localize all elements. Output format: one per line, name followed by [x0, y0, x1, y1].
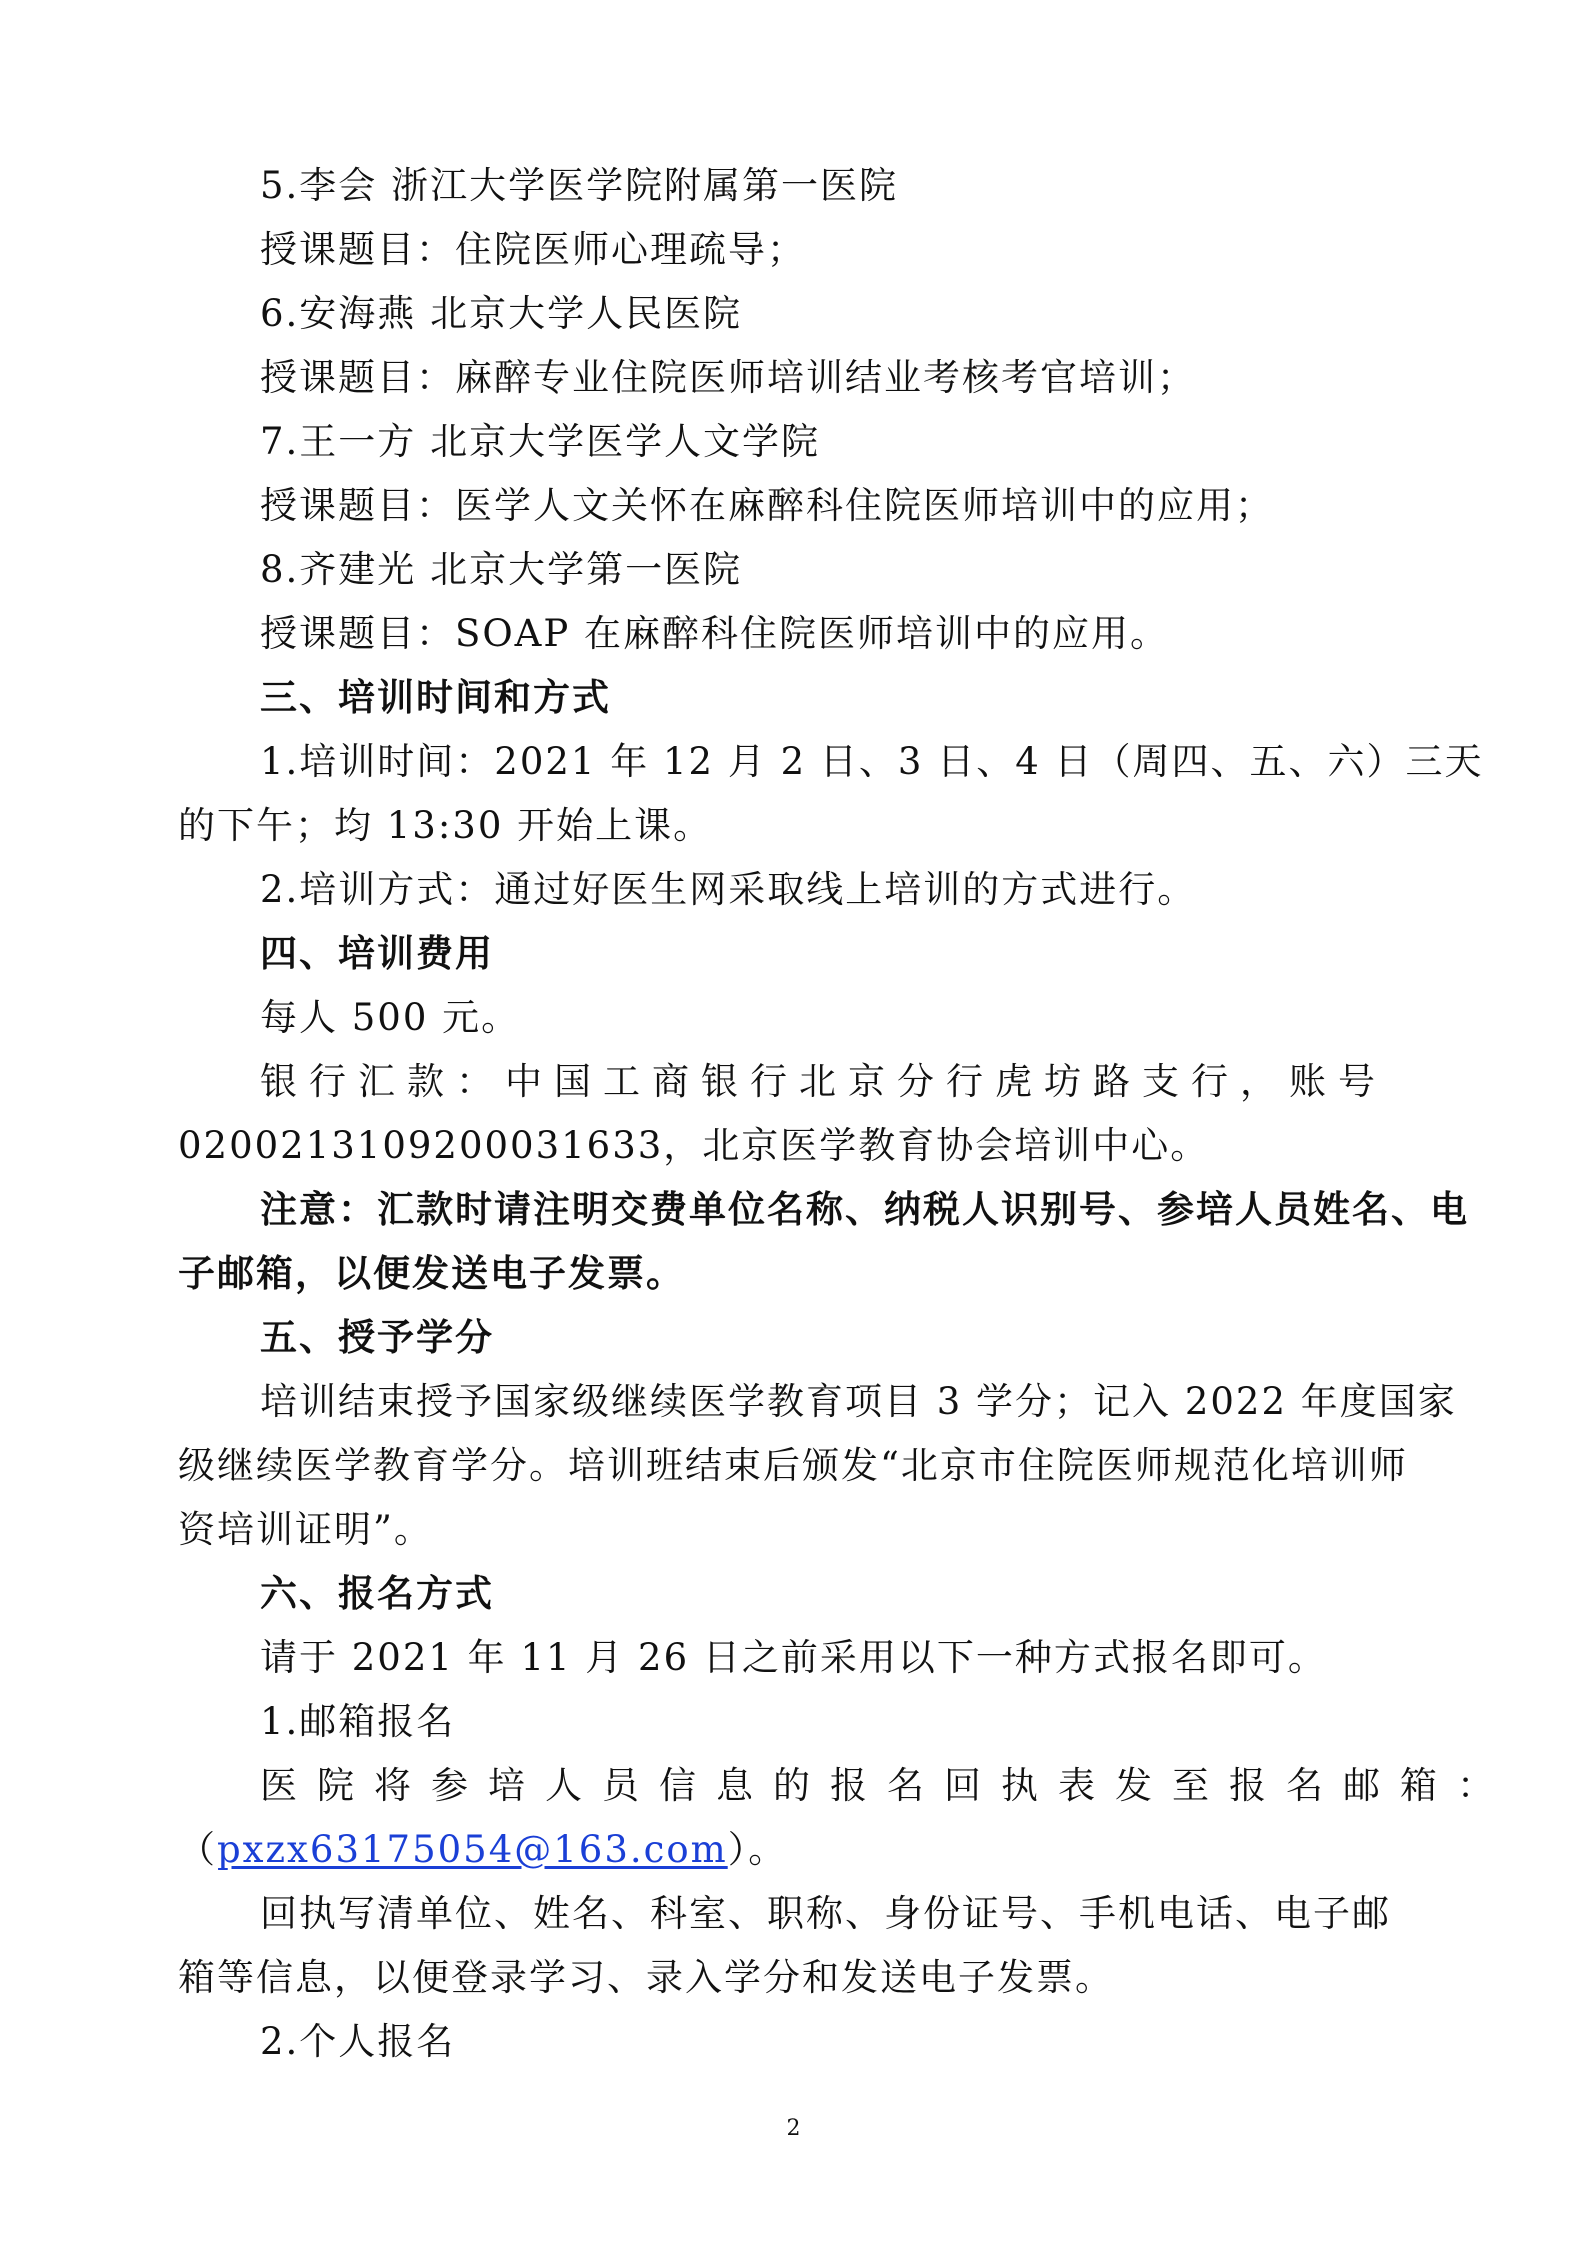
bank-account: 0200213109200031633，北京医学教育协会培训中心。 [178, 1124, 1210, 1167]
lecturer-7: 7.王一方 北京大学医学人文学院 [260, 420, 821, 463]
lecturer-6: 6.安海燕 北京大学人民医院 [260, 292, 743, 335]
bank-transfer: 银行汇款：中国工商银行北京分行虎坊路支行，账号 [260, 1060, 1387, 1103]
training-time: 1.培训时间：2021 年 12 月 2 日、3 日、4 日（周四、五、六）三天 [260, 740, 1484, 783]
section-heading-5: 五、授予学分 [260, 1316, 494, 1359]
registration-deadline: 请于 2021 年 11 月 26 日之前采用以下一种方式报名即可。 [260, 1636, 1327, 1679]
receipt-instructions-cont: 箱等信息，以便登录学习、录入学分和发送电子发票。 [178, 1956, 1114, 1999]
lecture-topic-7: 授课题目：医学人文关怀在麻醉科住院医师培训中的应用； [260, 484, 1274, 527]
section-heading-3: 三、培训时间和方式 [260, 676, 611, 719]
open-paren: （ [178, 1828, 217, 1871]
lecturer-8: 8.齐建光 北京大学第一医院 [260, 548, 743, 591]
email-line [178, 1826, 787, 1874]
close-paren: ）。 [727, 1828, 788, 1871]
fee-amount: 每人 500 元。 [260, 996, 521, 1039]
training-method: 2.培训方式：通过好医生网采取线上培训的方式进行。 [260, 868, 1197, 911]
receipt-instructions: 回执写清单位、姓名、科室、职称、身份证号、手机电话、电子邮 [260, 1892, 1391, 1935]
payment-note-cont: 子邮箱，以便发送电子发票。 [178, 1252, 685, 1295]
email-registration-text: 医院将参培人员信息的报名回执表发至报名邮箱： [260, 1764, 1514, 1807]
credits-text-cont: 级继续医学教育学分。培训班结束后颁发“北京市住院医师规范化培训师 [178, 1444, 1408, 1487]
lecturer-5: 5.李会 浙江大学医学院附属第一医院 [260, 164, 899, 207]
credits-text-end: 资培训证明”。 [178, 1508, 433, 1551]
payment-note: 注意：汇款时请注明交费单位名称、纳税人识别号、参培人员姓名、电 [260, 1188, 1469, 1231]
section-heading-6: 六、报名方式 [260, 1572, 494, 1615]
section-heading-4: 四、培训费用 [260, 932, 494, 975]
credits-text: 培训结束授予国家级继续医学教育项目 3 学分；记入 2022 年度国家 [260, 1380, 1457, 1423]
lecture-topic-5: 授课题目：住院医师心理疏导； [260, 228, 806, 271]
page-number: 2 [786, 2116, 801, 2141]
lecture-topic-8: 授课题目：SOAP 在麻醉科住院医师培训中的应用。 [260, 612, 1170, 655]
personal-registration-heading: 2.个人报名 [260, 2020, 456, 2063]
email-registration-heading: 1.邮箱报名 [260, 1700, 456, 1743]
training-time-cont: 的下午；均 13:30 开始上课。 [178, 804, 713, 847]
lecture-topic-6: 授课题目：麻醉专业住院医师培训结业考核考官培训； [260, 356, 1196, 399]
registration-email-link[interactable]: pxzx63175054@163.com [217, 1828, 728, 1871]
